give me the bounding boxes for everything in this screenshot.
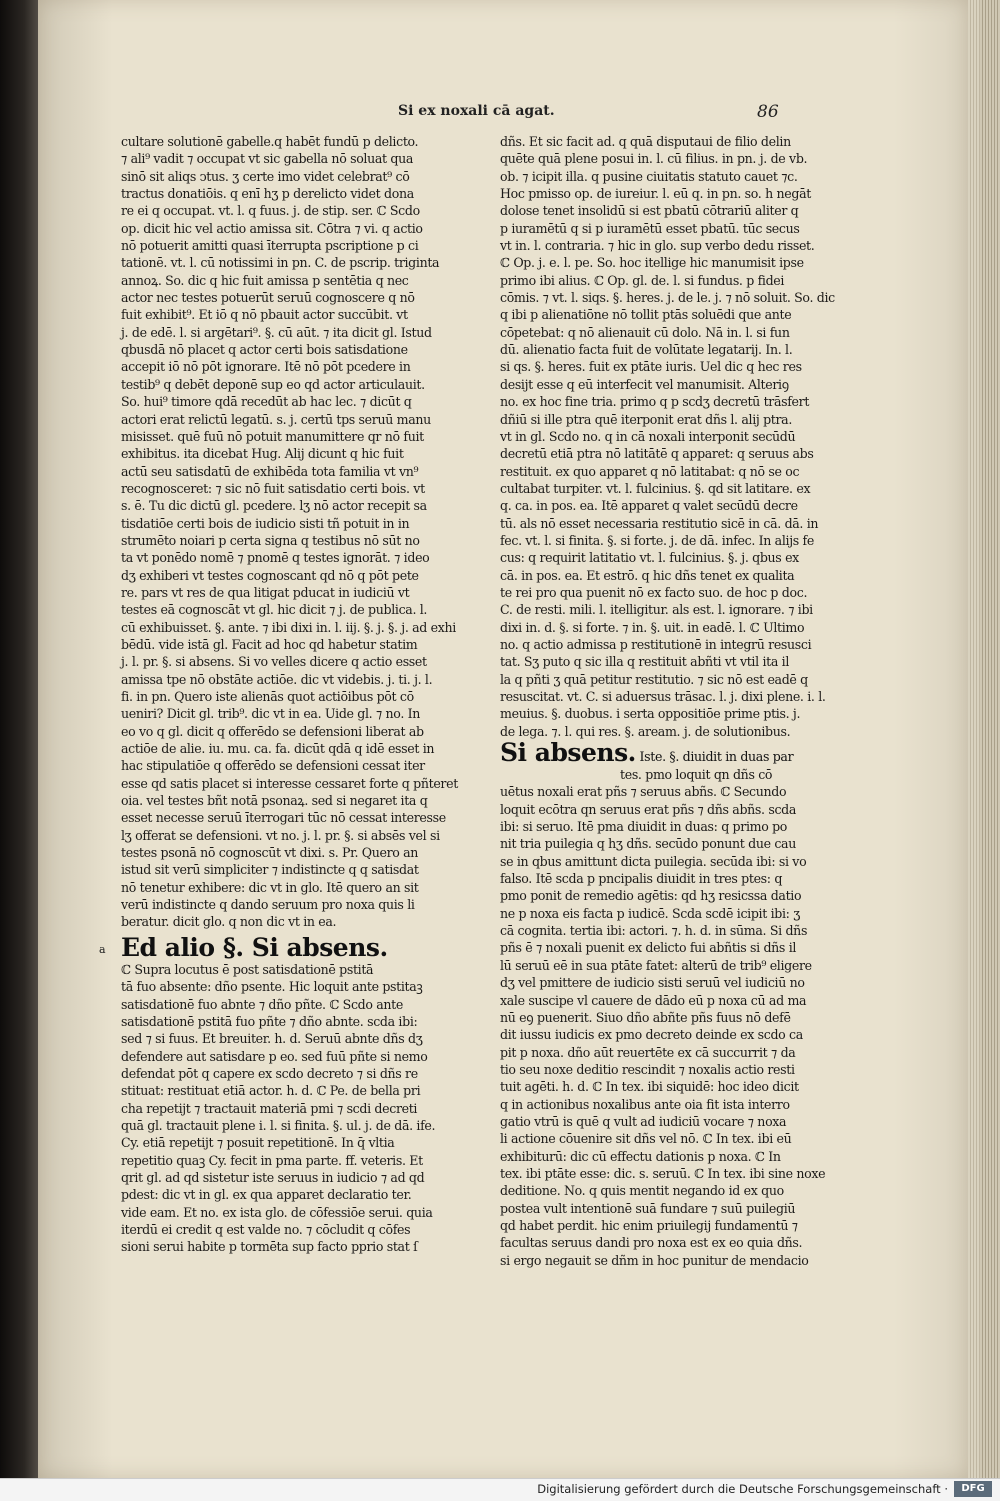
text-line: vt in gl. Scdo no. q in cā noxali interponit secūdū (500, 428, 796, 444)
text-line: exhibiturū: dic cū effectu dationis p noxa. ℂ In (500, 1148, 781, 1164)
text-line: qrit gl. ad qd sistetur iste seruus in iudicio ⁊ ad qd (121, 1169, 425, 1185)
dfg-logo: DFG (954, 1481, 992, 1497)
text-line: cōpetebat: q nō alienauit cū dolo. Nā in. l. si fun (500, 324, 790, 340)
text-line: pmo ponit de remedio agētis: qd hʒ resicssa datio (500, 888, 802, 904)
text-line: dñiū si ille ptra quē iterponit erat dñs l. alij ptra. (500, 411, 792, 427)
text-line: tā fuo absente: dño psente. Hic loquit ante pstitaꝫ (121, 979, 423, 995)
text-line: actori erat relictū legatū. s. j. certū tps seruū manu (121, 411, 431, 427)
text-line: de lega. ⁊. l. qui res. §. aream. j. de solutionibus. (500, 723, 791, 739)
text-line: quā gl. tractauit plene i. l. si finita. §. ul. j. de dā. ife. (121, 1117, 436, 1133)
text-line: decretū etiā ptra nō latitātē q apparet: q seruus abs (500, 446, 814, 462)
text-line: dʒ exhiberi vt testes cognoscant qd nō q pōt pete (121, 567, 419, 583)
text-line: ne p noxa eis facta p iudicē. Scda scdē icipit ibi: ʒ (500, 905, 800, 921)
text-line: quēte quā plene posui in. l. cū filius. in pn. j. de vb. (500, 151, 808, 167)
text-line: bēdū. vide istā gl. Facit ad hoc qd habetur statim (121, 636, 418, 652)
text-line: stituat: restituat etiā actor. h. d. ℂ Pe. de bella pri (121, 1083, 421, 1099)
text-line: testib⁹ q debēt deponē sup eo qd actor articulauit. (121, 376, 425, 392)
text-line: actor nec testes potuerūt seruū cognoscere q nō (121, 290, 415, 306)
text-line: op. dicit hic vel actio amissa sit. Cōtra ⁊ vi. q actio (121, 220, 423, 236)
text-line: actiōe de alie. iu. mu. ca. fa. dicūt qdā q idē esset in (121, 741, 435, 757)
heading-tail-line1: Iste. §. diuidit in duas par (635, 749, 794, 765)
text-line: li actione cōuenire sit dñs vel nō. ℂ In tex. ibi eū (500, 1131, 792, 1147)
text-line: defendere aut satisdare p eo. sed fuū pñte si nemo (121, 1048, 428, 1064)
text-line: meuius. §. duobus. i serta oppositiōe prime ptis. j. (500, 706, 801, 722)
text-line: nō tenetur exhibere: dic vt in glo. Itē quero an sit (121, 879, 419, 895)
text-line: desijt esse q eū interfecit vel manumisit. Alteriꝯ (500, 376, 789, 392)
text-line: nit tria puilegia q hʒ dñs. secūdo ponunt due cau (500, 836, 796, 852)
text-line: hac stipulatiōe q offerēdo se defensioni cessat iter (121, 758, 425, 774)
text-line: recognosceret: ⁊ sic nō fuit satisdatio certi bois. vt (121, 480, 425, 496)
text-line: defendat pōt q capere ex scdo decreto ⁊ si dñs re (121, 1065, 418, 1081)
text-line: postea vult intentionē suā fundare ⁊ suū puilegiū (500, 1200, 796, 1216)
left-column (99, 133, 458, 1256)
text-line: se in qbus amittunt dicta puilegia. secūda ibi: si vo (500, 853, 807, 869)
text-line: gatio vtrū is quē q vult ad iudiciū vocare ⁊ noxa (500, 1113, 787, 1129)
text-line: ta vt ponēdo nomē ⁊ pnomē q testes ignorāt. ⁊ ideo (121, 550, 430, 566)
text-line: no. ex hoc fine tria. primo q p scdʒ decretū trāsfert (500, 394, 810, 410)
page-edge (968, 0, 980, 1478)
text-line: re ei q occupat. vt. l. q fuus. j. de stip. ser. ℂ Scdo (121, 203, 420, 219)
text-line: tio seu noxe deditio rescindit ⁊ noxalis actio resti (500, 1061, 795, 1077)
left-section-heading (99, 931, 403, 965)
text-line: lʒ offerat se defensioni. vt no. j. l. pr. §. si absēs vel si (121, 827, 440, 843)
text-line: cōmis. ⁊ vt. l. siqs. §. heres. j. de le. j. ⁊ nō soluit. So. dic (500, 290, 835, 306)
text-line: cha repetijt ⁊ tractauit materiā pmi ⁊ scdi decreti (121, 1100, 418, 1116)
left-column-text-bottom (121, 961, 436, 1256)
text-line: ⁊ ali⁹ vadit ⁊ occupat vt sic gabella nō soluat qua (121, 151, 414, 167)
text-line: lū seruū eē in sua ptāte fatet: alterū de trib⁹ eligere (500, 957, 812, 973)
text-line: si qs. §. heres. fuit ex ptāte iuris. Uel dic q hec res (500, 359, 802, 375)
right-column-text-top (500, 133, 835, 740)
text-line: accepit iō nō pōt ignorare. Itē nō pōt pcedere in (121, 359, 411, 375)
text-line: iterdū ei credit q est valde no. ⁊ cōcludit q cōfes (121, 1221, 411, 1237)
text-line: fuit exhibit⁹. Et iō q nō pbauit actor succūbit. vt (121, 307, 408, 323)
page-stack-edge (980, 0, 1000, 1478)
text-line: amissa tpe nō obstāte actiōe. dic vt videbis. j. ti. j. l. (121, 671, 433, 687)
text-line: cā. in pos. ea. Et estrō. q hic dñs tenet ex qualita (500, 567, 795, 583)
text-line: s. ē. Tu dic dictū gl. pcedere. lʒ nō actor recepit sa (121, 498, 427, 514)
text-line: vide eam. Et no. ex ista glo. de cōfessiōe serui. quia (121, 1204, 433, 1220)
text-line: restituit. ex quo apparet q nō latitabat: q nō se oc (500, 463, 800, 479)
text-line: testes psonā nō cognoscūt vt dixi. s. Pr. Quero an (121, 845, 419, 861)
text-line: ob. ⁊ icipit illa. q pusine ciuitatis statuto cauet ⁊c. (500, 168, 798, 184)
right-column (500, 133, 835, 1269)
text-line: dixi in. d. §. si forte. ⁊ in. §. uit. in eadē. l. ℂ Ultimo (500, 619, 805, 635)
text-line: eo vo q gl. dicit q offerēdo se defensioni liberat ab (121, 723, 424, 739)
text-line: cultare solutionē gabelle.q habēt fundū p delicto. (121, 134, 419, 149)
text-line: tationē. vt. l. cū notissimi in pn. C. de pscrip. triginta (121, 255, 440, 271)
text-line: te rei pro qua puenit nō ex facto suo. de hoc p doc. (500, 584, 808, 600)
text-line: primo ibi alius. ℂ Op. gl. de. l. si fundus. p fidei (500, 272, 785, 288)
book-spine-shadow (0, 0, 40, 1478)
text-line: strumēto noiari p certa signa q testibus nō sūt no (121, 532, 420, 548)
text-line: dñs. Et sic facit ad. q quā disputaui de filio delin (500, 134, 791, 149)
text-line: xale suscipe vl cauere de dādo eū p noxa cū ad ma (500, 992, 807, 1008)
text-line: So. hui⁹ timore qdā recedūt ab hac lec. ⁊ dicūt q (121, 394, 412, 410)
text-line: deditione. No. q quis mentit negando id ex quo (500, 1183, 784, 1199)
text-line: sinō sit aliqs ↄtus. ʒ certe imo videt celebrat⁹ cō (121, 168, 410, 184)
text-line: C. de resti. mili. l. itelligitur. als est. l. ignorare. ⁊ ibi (500, 602, 813, 618)
text-line: q. ca. in pos. ea. Itē apparet q valet secūdū decre (500, 498, 798, 514)
text-line: ibi: si seruo. Itē pma diuidit in duas: q primo po (500, 819, 788, 835)
running-head: Si ex noxali cā agat. (398, 103, 555, 119)
text-line: annoꝝ. So. dic q hic fuit amissa p sentētia q nec (121, 272, 409, 288)
text-line: pit p noxa. dño aūt reuertēte ex cā succurrit ⁊ da (500, 1044, 796, 1060)
text-line: q ibi p alienatiōne nō tollit ptās soluēdi que ante (500, 307, 792, 323)
text-line: pdest: dic vt in gl. ex qua apparet declaratio ter. (121, 1187, 412, 1203)
text-line: testes eā cognoscāt vt gl. hic dicit ⁊ j. de publica. l. (121, 602, 428, 618)
text-line: istud sit verū simpliciter ⁊ indistincte q q satisdat (121, 862, 419, 878)
text-line: re. pars vt res de qua litigat pducat in iudiciū vt (121, 584, 410, 600)
text-line: facultas seruus dandi pro noxa est ex eo quia dñs. (500, 1235, 803, 1251)
text-line: esse qd satis placet si interesse cessaret forte q pñteret (121, 775, 458, 791)
text-line: tat. Sʒ puto q sic illa q restituit abñti vt vtil ita il (500, 654, 789, 670)
heading-tail-line2: tes. pmo loquit qn dñs cō (620, 767, 773, 783)
text-line: dit iussu iudicis ex pmo decreto deinde ex scdo ca (500, 1027, 803, 1043)
text-line: qbusdā nō placet q actor certi bois satisdatione (121, 342, 408, 358)
left-column-text-top (121, 133, 458, 931)
right-section-heading (500, 738, 794, 783)
text-line: sed ⁊ si fuus. Et breuiter. h. d. Seruū abnte dñs dʒ (121, 1031, 423, 1047)
text-line: repetitio quaꝫ Cy. fecit in pma parte. ff. veteris. Et (121, 1152, 423, 1168)
text-line: oia. vel testes bñt notā psonaꝝ. sed si negaret ita q (121, 793, 428, 809)
text-line: j. de edē. l. si argētari⁹. §. cū aūt. ⁊ ita dicit gl. Istud (121, 324, 432, 340)
text-line: tex. ibi ptāte esse: dic. s. seruū. ℂ In tex. ibi sine noxe (500, 1165, 826, 1181)
text-line: la q pñti ʒ quā petitur restitutio. ⁊ sic nō est eadē q (500, 671, 808, 687)
text-line: resuscitat. vt. C. si aduersus trāsac. l. j. dixi plene. i. l. (500, 689, 826, 704)
right-column-text-bottom (500, 783, 826, 1269)
text-line: si ergo negauit se dñm in hoc punitur de mendacio (500, 1252, 809, 1268)
text-line: pñs ē ⁊ noxali puenit ex delicto fui abñtis si dñs il (500, 940, 797, 956)
heading-tail-text: §. Si absens. (214, 932, 388, 962)
text-line: uētus noxali erat pñs ⁊ seruus abñs. ℂ Secundo (500, 784, 787, 800)
text-line: vt in. l. contraria. ⁊ hic in glo. sup verbo dedu risset. (500, 238, 815, 254)
text-line: nō potuerit amitti quasi īterrupta pscriptione p ci (121, 238, 419, 254)
text-line: Cy. etiā repetijt ⁊ posuit repetitionē. In q̄ vltia (121, 1135, 395, 1151)
text-line: p iuramētū q si p iuramētū esset pbatū. tūc secus (500, 220, 800, 236)
text-line: ℂ Op. j. e. l. pe. So. hoc itellige hic manumisit ipse (500, 255, 804, 271)
text-line: esset necesse seruū īterrogari tūc nō cessat interesse (121, 810, 446, 826)
text-line: cā cognita. tertia ibi: actori. ⁊. h. d. in sūma. Si dñs (500, 923, 808, 939)
text-line: actū seu satisdatū de exhibēda tota familia vt vn⁹ (121, 463, 419, 479)
text-line: falso. Itē scda p pncipalis diuidit in tres ptes: q (500, 871, 783, 887)
text-line: qd habet perdit. hic enim priuilegij fundamentū ⁊ (500, 1217, 798, 1233)
text-line: satisdationē pstitā fuo pñte ⁊ dño abnte. scda ibi: (121, 1013, 418, 1029)
text-line: no. q actio admissa p restitutionē in integrū resusci (500, 636, 812, 652)
text-line: dolose tenet insolidū si est pbatū cōtrariū aliter q (500, 203, 799, 219)
funding-notice: Digitalisierung gefördert durch die Deutsche Forschungsgemeinschaft · (537, 1482, 948, 1496)
text-line: cultabat turpiter. vt. l. fulcinius. §. qd sit latitare. ex (500, 480, 811, 496)
text-line: nū eꝯ puenerit. Siuo dño abñte pñs fuus nō defē (500, 1009, 791, 1025)
heading-initial-text: Si absens. (500, 738, 636, 768)
text-line: beratur. dicit glo. q non dic vt in ea. (121, 914, 337, 930)
text-line: Hoc pmisso op. de iureiur. l. eū q. in pn. so. h negāt (500, 186, 811, 202)
text-line: ℂ Supra locutus ē post satisdationē pstitā (121, 961, 374, 977)
margin-mark: a (99, 942, 106, 956)
heading-initial-text: Ed alio (121, 932, 215, 962)
text-line: cus: q requirit latitatio vt. l. fulcinius. §. j. qbus ex (500, 550, 799, 566)
text-line: fec. vt. l. si finita. §. si forte. j. de dā. infec. In alijs fe (500, 532, 814, 548)
text-line: tisdatiōe certi bois de iudicio sisti tñ potuit in in (121, 515, 410, 531)
text-line: j. l. pr. §. si absens. Si vo velles dicere q actio esset (121, 654, 427, 670)
text-line: fi. in pn. Quero iste alienās quot actiōibus pōt cō (121, 689, 414, 704)
text-line: misisset. quē fuū nō potuit manumittere qr nō fuit (121, 428, 424, 444)
text-line: tractus donatiōis. q enī hʒ p derelicto videt dona (121, 186, 414, 202)
text-line: verū indistincte q dando seruum pro noxa quis li (121, 897, 415, 913)
text-line: tū. als nō esset necessaria restitutio sicē in cā. dā. in (500, 515, 819, 531)
text-line: sioni serui habite p tormēta sup facto pprio stat ſ (121, 1239, 418, 1255)
text-line: cū exhibuisset. §. ante. ⁊ ibi dixi in. l. iij. §. j. §. j. ad exhi (121, 619, 456, 635)
folio-number: 86 (757, 102, 779, 122)
text-line: exhibitus. ita dicebat Hug. Alij dicunt q hic fuit (121, 446, 404, 462)
text-line: q in actionibus noxalibus ante oia fit ista interro (500, 1096, 790, 1112)
text-line: loquit ecōtra qn seruus erat pñs ⁊ dñs abñs. scda (500, 801, 797, 817)
text-line: dū. alienatio facta fuit de volūtate legatarij. In. l. (500, 342, 793, 358)
footer-bar (0, 1478, 1000, 1501)
text-line: tuit agēti. h. d. ℂ In tex. ibi siquidē: hoc ideo dicit (500, 1079, 799, 1095)
text-line: dʒ vel pmittere de iudicio sisti seruū vel iudiciū no (500, 975, 805, 991)
text-line: satisdationē fuo abnte ⁊ dño pñte. ℂ Scdo ante (121, 996, 403, 1012)
text-line: ueniri? Dicit gl. trib⁹. dic vt in ea. Uide gl. ⁊ no. In (121, 706, 421, 722)
